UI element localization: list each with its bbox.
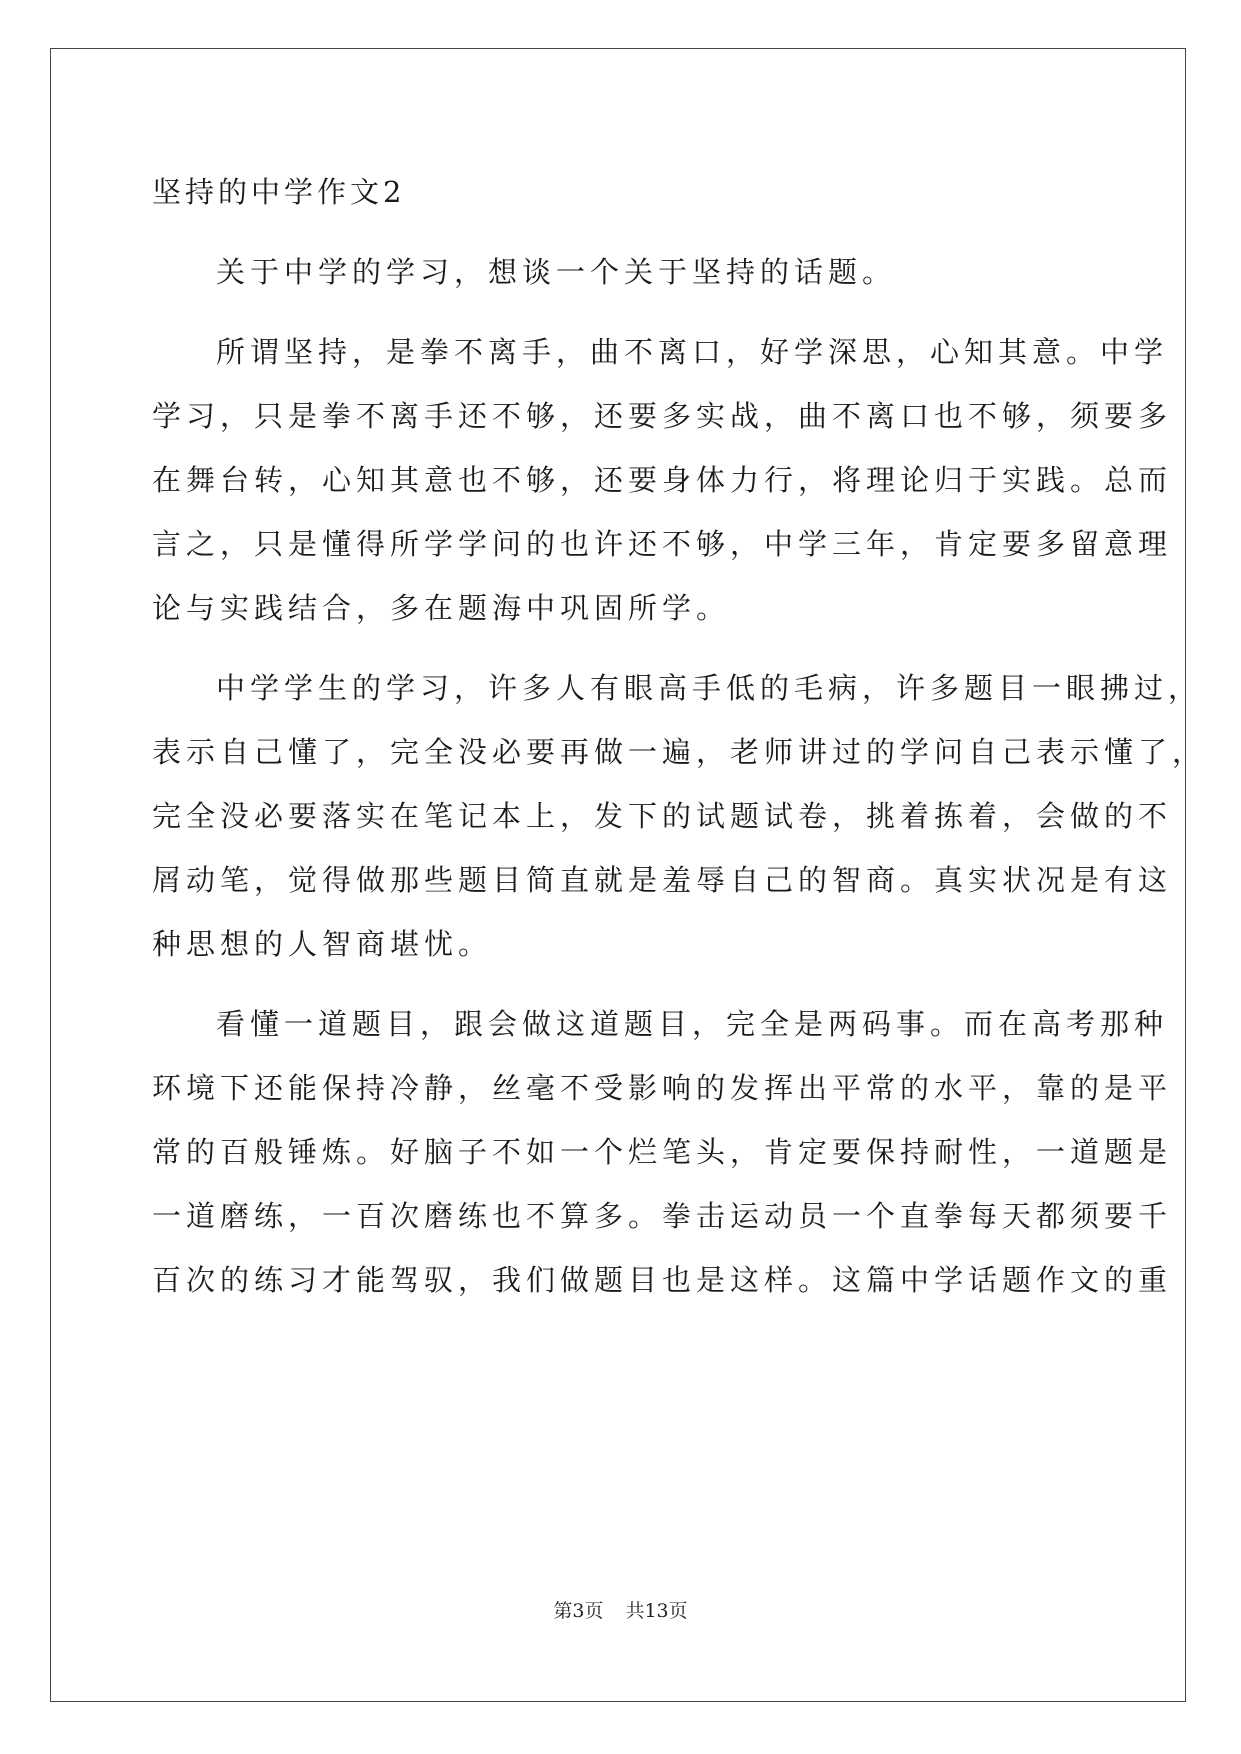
paragraph-3 [152, 656, 1207, 976]
page-footer [0, 1596, 1241, 1623]
paragraph-line: 所谓坚持，是拳不离手，曲不离口，好学深思，心知其意。中学 [216, 335, 1169, 369]
paragraph-line: 表示自己懂了，完全没必要再做一遍，老师讲过的学问自己表示懂了， [152, 735, 1207, 769]
page-number: 第3页 [553, 1600, 604, 1622]
paragraph-line: 常的百般锤炼。好脑子不如一个烂笔头，肯定要保持耐性，一道题是 [152, 1135, 1173, 1169]
paragraph-line: 屑动笔，觉得做那些题目简直就是羞辱自己的智商。真实状况是有这 [152, 863, 1173, 897]
paragraph-line: 种思想的人智商堪忧。 [152, 927, 493, 961]
paragraph-1 [152, 240, 1088, 304]
page-total: 共13页 [625, 1600, 688, 1622]
document-title: 坚持的中学作文2 [152, 175, 406, 209]
paragraph-line: 完全没必要落实在笔记本上，发下的试题试卷，挑着拣着，会做的不 [152, 799, 1173, 833]
paragraph-line: 关于中学的学习，想谈一个关于坚持的话题。 [216, 255, 897, 289]
paragraph-line: 看懂一道题目，跟会做这道题目，完全是两码事。而在高考那种 [216, 1007, 1169, 1041]
paragraph-line: 学习，只是拳不离手还不够，还要多实战，曲不离口也不够，须要多 [152, 399, 1173, 433]
paragraph-line: 在舞台转，心知其意也不够，还要身体力行，将理论归于实践。总而 [152, 463, 1173, 497]
paragraph-line: 一道磨练，一百次磨练也不算多。拳击运动员一个直拳每天都须要千 [152, 1199, 1173, 1233]
paragraph-2 [152, 320, 1173, 640]
paragraph-4 [152, 992, 1173, 1312]
paragraph-line: 言之，只是懂得所学学问的也许还不够，中学三年，肯定要多留意理 [152, 527, 1173, 561]
document-body [152, 160, 1207, 1328]
paragraph-line: 环境下还能保持冷静，丝毫不受影响的发挥出平常的水平，靠的是平 [152, 1071, 1173, 1105]
paragraph-line: 百次的练习才能驾驭，我们做题目也是这样。这篇中学话题作文的重 [152, 1263, 1173, 1297]
paragraph-line: 论与实践结合，多在题海中巩固所学。 [152, 591, 731, 625]
paragraph-line: 中学学生的学习，许多人有眼高手低的毛病，许多题目一眼拂过， [216, 671, 1203, 705]
